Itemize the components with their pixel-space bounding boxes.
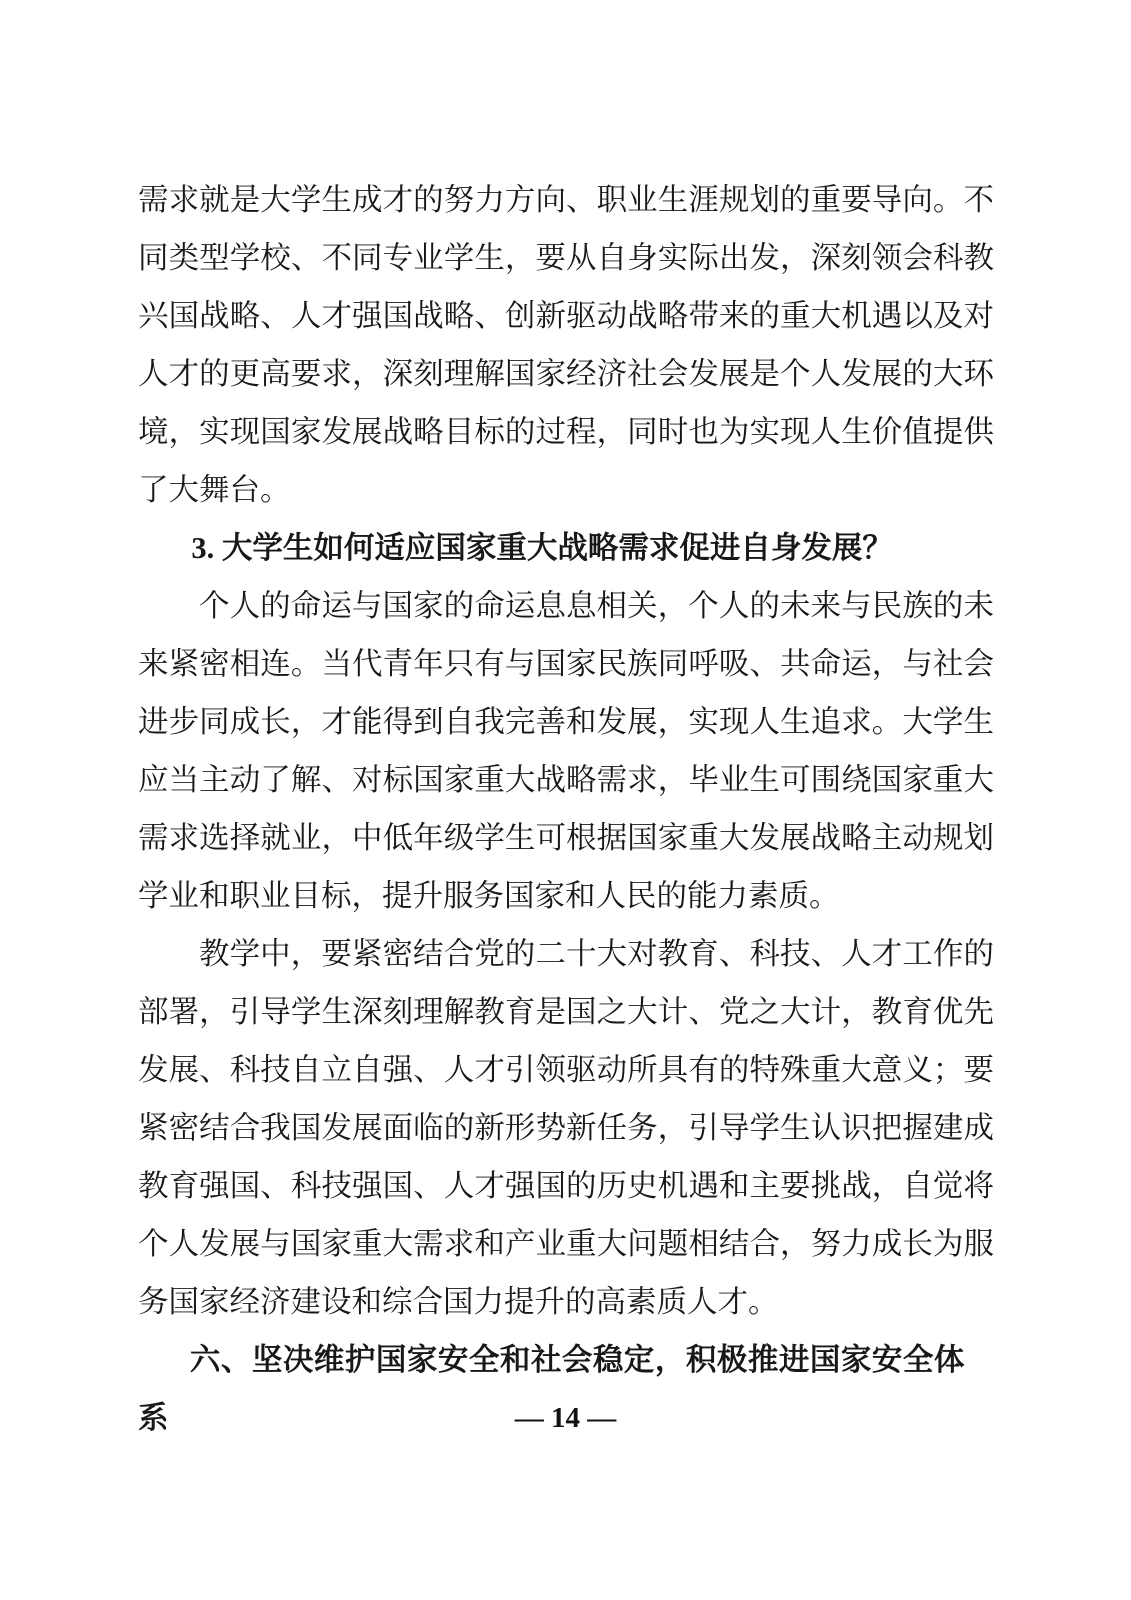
paragraph-continuation: 需求就是大学生成才的努力方向、职业生涯规划的重要导向。不同类型学校、不同专业学生，要从自身实际出发，深刻领会科教兴国战略、人才强国战略、创新驱动战略带来的重大机遇以及对人才的更高要求，深刻理解国家经济社会发展是个人发展的大环境，实现国家发展战略目标的过程，同时也为实现人生价值提供了大舞台。 bbox=[138, 183, 994, 507]
page-number: — 14 — bbox=[514, 1402, 617, 1434]
paragraph-answer-1: 个人的命运与国家的命运息息相关，个人的未来与民族的未来紧密相连。当代青年只有与国家民族同呼吸、共命运，与社会进步同成长，才能得到自我完善和发展，实现人生追求。大学生应当主动了解、对标国家重大战略需求，毕业生可围绕国家重大需求选择就业，中低年级学生可根据国家重大发展战略主动规划学业和职业目标，提升服务国家和人民的能力素质。 bbox=[138, 589, 994, 913]
section-heading-6: 六、坚决维护国家安全和社会稳定，积极推进国家安全体系 bbox=[138, 1343, 965, 1435]
paragraph-answer-2: 教学中，要紧密结合党的二十大对教育、科技、人才工作的部署，引导学生深刻理解教育是国之大计、党之大计，教育优先发展、科技自立自强、人才引领驱动所具有的特殊重大意义；要紧密结合我国发展面临的新形势新任务，引导学生认识把握建成教育强国、科技强国、人才强国的历史机遇和主要挑战，自觉将个人发展与国家重大需求和产业重大问题相结合，努力成长为服务国家经济建设和综合国力提升的高素质人才。 bbox=[138, 937, 994, 1319]
question-heading-3: 3. 大学生如何适应国家重大战略需求促进自身发展？ bbox=[191, 531, 893, 565]
page-footer bbox=[0, 1398, 1131, 1438]
page-text-column bbox=[138, 171, 994, 1447]
